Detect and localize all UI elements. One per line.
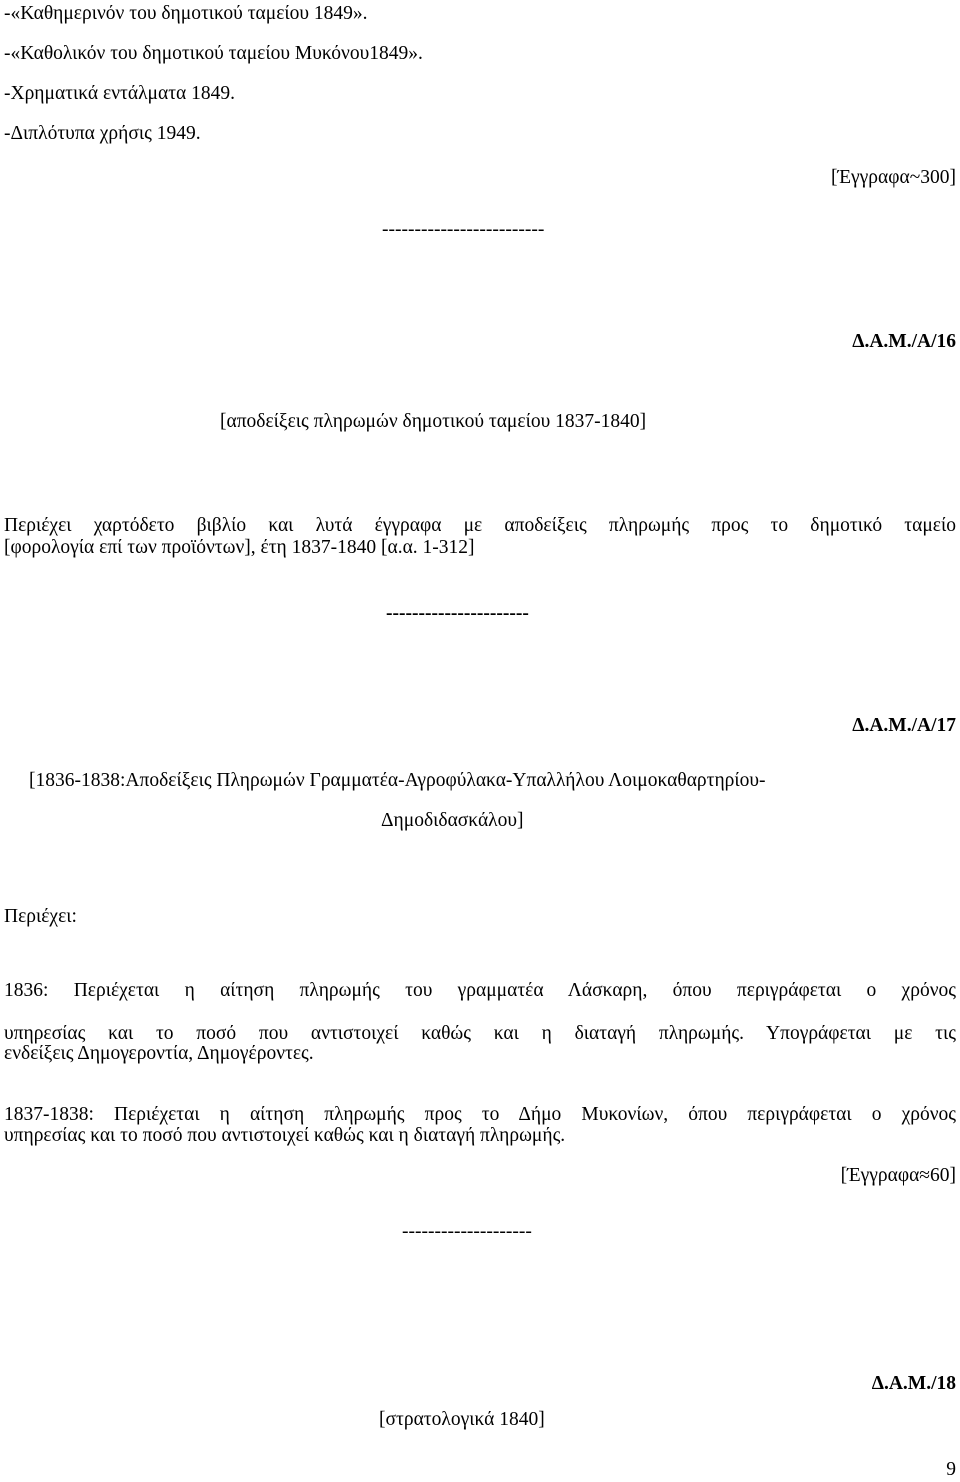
intro-list-item: -Χρηματικά εντάλματα 1849. [4,83,235,104]
section-17-title-line: Δημοδιδασκάλου] [381,810,524,831]
intro-list-item: -Διπλότυπα χρήσις 1949. [4,123,201,144]
section-17-document-count: [Έγγραφα≈60] [840,1165,956,1186]
section-17-paragraph-line: υπηρεσίας και το ποσό που αντιστοιχεί καθώς και η διαταγή πληρωμής. Υπογράφεται με τις [4,1022,956,1044]
separator-line: -------------------- [402,1221,532,1242]
intro-list-item: -«Καθημερινόν του δημοτικού ταμείου 1849». [4,3,368,24]
section-17-paragraph-line: 1836: Περιέχεται η αίτηση πληρωμής του γραμματέα Λάσκαρη, όπου περιγράφεται ο χρόνος [4,979,956,1001]
intro-list-item: -«Καθολικόν του δημοτικού ταμείου Μυκόνου1849». [4,43,423,64]
section-16-description-line: Περιέχει χαρτόδετο βιβλίο και λυτά έγγραφα με αποδείξεις πληρωμής προς το δημοτικό ταμείο [4,514,956,536]
section-17-title-line: [1836-1838:Αποδείξεις Πληρωμών Γραμματέα-Αγροφύλακα-Υπαλλήλου Λοιμοκαθαρτηρίου- [29,770,766,791]
section-17-contains-label: Περιέχει: [4,906,77,927]
section-18-code: Δ.Α.Μ./18 [871,1373,956,1394]
intro-document-count: [Έγγραφα~300] [831,167,956,188]
separator-line: ------------------------- [382,219,545,240]
section-17-paragraph-line: 1837-1838: Περιέχεται η αίτηση πληρωμής προς το Δήμο Μυκονίων, όπου περιγράφεται ο χρόνος [4,1103,956,1125]
page-number: 9 [946,1459,956,1480]
section-18-title: [στρατολογικά 1840] [379,1409,545,1430]
section-16-title: [αποδείξεις πληρωμών δημοτικού ταμείου 1837-1840] [220,411,647,432]
section-16-code: Δ.Α.Μ./Α/16 [852,331,956,352]
section-17-paragraph-line: ενδείξεις Δημογεροντία, Δημογέροντες. [4,1043,314,1064]
section-16-description-line: [φορολογία επί των προϊόντων], έτη 1837-1840 [α.α. 1-312] [4,537,475,558]
section-17-paragraph-line: υπηρεσίας και το ποσό που αντιστοιχεί καθώς και η διαταγή πληρωμής. [4,1125,566,1146]
section-17-code: Δ.Α.Μ./Α/17 [852,715,956,736]
separator-line: ---------------------- [386,603,529,624]
